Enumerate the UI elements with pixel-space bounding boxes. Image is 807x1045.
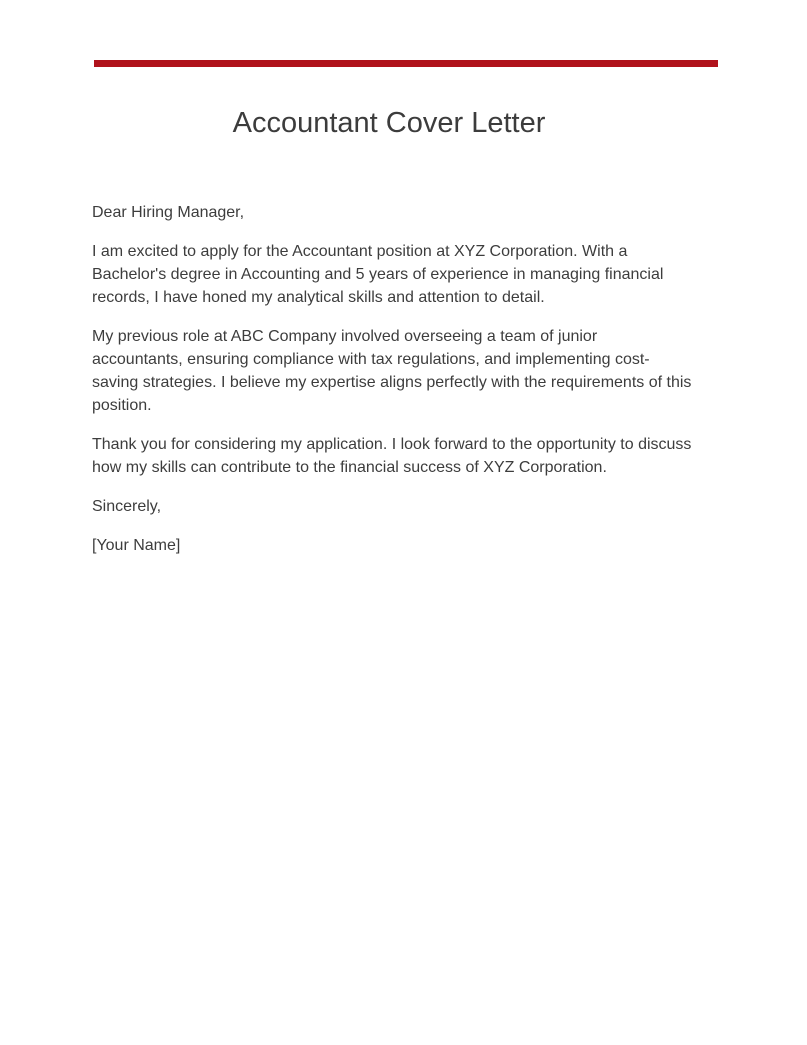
header-rule	[94, 60, 718, 67]
paragraph-experience: My previous role at ABC Company involved overseeing a team of junior accountants, ensuring compliance with tax regulations, and implementing cost-saving strategies. I believe my expertise aligns perfectly with the requirements of this position.	[92, 328, 692, 414]
paragraph-closing: Thank you for considering my application. I look forward to the opportunity to discuss how my skills can contribute to the financial success of XYZ Corporation.	[92, 436, 692, 476]
letter-body	[92, 201, 692, 573]
salutation: Dear Hiring Manager,	[92, 204, 245, 221]
page-title: Accountant Cover Letter	[232, 107, 546, 139]
paragraph-intro: I am excited to apply for the Accountant position at XYZ Corporation. With a Bachelor's degree in Accounting and 5 years of experience in managing financial records, I have honed my analytical skills and attention to detail.	[92, 243, 664, 306]
closing-phrase: Sincerely,	[92, 498, 162, 515]
signature-placeholder: [Your Name]	[92, 537, 181, 554]
